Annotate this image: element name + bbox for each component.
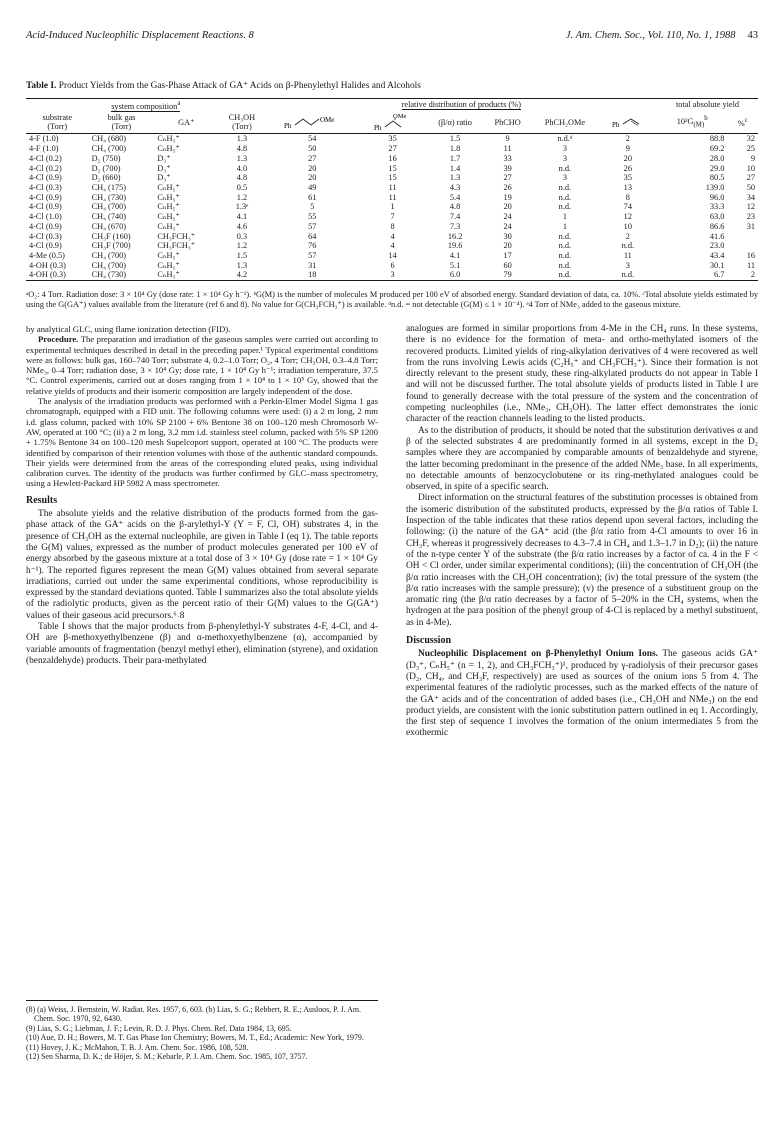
cell-ga-acid: D₃⁺: [157, 163, 171, 173]
cell-substrate: 4-OH (0.3): [29, 260, 66, 270]
procedure-para: [26, 334, 378, 396]
cell-phch2ome: n.d.: [531, 270, 598, 280]
cell-beta: 57: [308, 221, 317, 231]
col-beta-alpha-ratio: (β/α) ratio: [426, 111, 484, 134]
col-substrate: substrate (Torr): [26, 111, 89, 134]
cell-styrene: 13: [623, 182, 632, 192]
cell-substrate: 4-Me (0.5): [29, 250, 65, 260]
cell-ga-acid: CₙH₅⁺: [157, 182, 180, 192]
cell-bulk-gas: CH₄ (700): [91, 260, 127, 270]
cell-styrene: 12: [623, 212, 632, 222]
cell-g-value: 80.5: [709, 173, 725, 183]
cell-substrate: 4-Cl (0.9): [29, 221, 62, 231]
cell-styrene: n.d.: [599, 270, 657, 280]
cell-phcho: 79: [484, 270, 531, 280]
cell-percent: 32: [746, 134, 755, 144]
right-para-2: As to the distribution of products, it should be noted that the substitution derivatives α and β of the selected substrates 4 are predominantly formed in all systems, except in the D₂ samples where they are accompanied by comparable amounts of benzaldehyde and styrene, the latter becoming predominant in the presence of the added NMe₃ base. In all experiments, no detectable amounts of benzocyclobutene or its ring-methylated analogues could be observed, in spite of a specific search.: [406, 425, 758, 493]
cell-substrate: 4-Cl (1.0): [29, 212, 62, 222]
svg-text:Ph: Ph: [373, 124, 381, 133]
cell-ratio: 7.4: [449, 212, 461, 222]
group-header-system-text: system composition$^a$: [111, 100, 181, 111]
cell-g-value: 6.7: [657, 270, 727, 280]
cell-g-value: 88.8: [709, 134, 725, 144]
cell-phch2ome: 3: [562, 173, 567, 183]
cell-alpha: 27: [388, 144, 397, 154]
cell-phch2ome: n.d.: [558, 202, 572, 212]
table-row: [26, 193, 758, 203]
cell-beta: 64: [308, 231, 317, 241]
cell-percent: 27: [746, 173, 755, 183]
cell-substrate: 4-Cl (0.9): [29, 202, 62, 212]
journal-citation: [566, 30, 758, 41]
cell-g-value: 43.4: [709, 250, 725, 260]
cell-phch2ome: n.d.ᵈ: [557, 134, 573, 144]
cell-ratio: 1.7: [449, 153, 461, 163]
cell-styrene: 11: [623, 250, 632, 260]
cell-g-value: 63.0: [709, 212, 725, 222]
reference-list: [26, 1000, 378, 1061]
discussion-text: The gaseous acids GA⁺ (D₃⁺, CₙH₅⁺ (n = 1, 2), and CH₃FCH₃⁺)¹, produced by γ-radiolysis of their precursor gases (D₂, CH₄, and CH₃F, respectively) are used as sources of the onium ions 5 from 4. The experimental features of the radiolytic processes, such as the marked effects of the nature of the GA⁺ acids and of the concentration of added bases (i.e., CH₃OH and NMe₃) on the end product yields, are consistent with the ionic substitution pattern outlined in eq 1. Accordingly, the first step of sequence 1 involves the formation of the onium intermediates 5 from the exothermic: [406, 649, 758, 739]
table-row: [26, 144, 758, 154]
cell-phcho: 9: [505, 134, 510, 144]
cell-g-value: 28.0: [709, 153, 725, 163]
cell-g-value: 29.0: [709, 163, 725, 173]
cell-g-value: 23.0: [709, 241, 725, 251]
cell-ga-acid: D₃⁺: [157, 173, 171, 183]
cell-bulk-gas: CH₄ (175): [91, 182, 127, 192]
cell-ch3oh: 0.5: [236, 182, 248, 192]
cell-styrene: 10: [623, 221, 632, 231]
cell-ga-acid: CₙH₅⁺: [157, 192, 180, 202]
cell-beta: 55: [308, 212, 317, 222]
cell-ga-acid: CₙH₅⁺: [157, 212, 180, 222]
cell-beta: 50: [308, 144, 317, 154]
cell-beta: 18: [266, 270, 359, 280]
cell-alpha: 35: [388, 134, 397, 144]
discussion-subheading: Nucleophilic Displacement on β-Phenylethyl Onium Ions.: [418, 649, 658, 660]
cell-phcho: 60: [503, 260, 512, 270]
cell-percent: [727, 241, 758, 251]
reference-12: (12) Sen Sharma, D. K.; de Höjer, S. M.; Kebarle, P. J. Am. Chem. Soc. 1985, 107, 3757.: [26, 1052, 308, 1062]
cell-beta: 31: [308, 260, 317, 270]
cell-ratio: 5.4: [449, 192, 461, 202]
cell-ch3oh: 0.3: [236, 231, 248, 241]
cell-g-value: 139.0: [705, 182, 725, 192]
cell-ga-acid: CₙH₅⁺: [157, 144, 180, 154]
cell-percent: 23: [746, 212, 755, 222]
col-percent: %$^c$: [727, 111, 758, 134]
cell-phcho: 19: [503, 192, 512, 202]
cell-phcho: 30: [503, 231, 512, 241]
cell-ga-acid: CₙH₅⁺: [157, 221, 180, 231]
right-para-3: Direct information on the structural features of the substitution processes is obtained from the isomeric distribution of the substituted products, expressed by the β/α ratios of Table I. Inspection of the table indicates that these ratios depend upon several factors, including the following: (i) the nature of the GA⁺ acid (the β/α ratio from 4-Cl amounts to over 16 in CH₃F, whereas it progressively decreases to 4.3–7.4 in CH₄ and 1.3–1.7 in D₂); (ii) the nature of the n-type center Y of the substrate (the β/α ratio increases by a factor of ca. 4 in the F < OH < Cl order, under similar experimental conditions); (iii) the concentration of CH₃OH (the β/α ratio increases with the CH₃OH concentration); (iv) the total pressure of the system (the β/α ratio increases with the sample pressure); (v) the presence of a substituent group on the aromatic ring (the β/α ratio decreases by a factor of 5–20% in the CH₄ systems, when the hydrogen at the para position of the phenyl group of 4-Cl is replaced by a methyl substituent, as in 4-Me).: [406, 493, 758, 628]
cell-ch3oh: 4.0: [236, 163, 248, 173]
cell-ch3oh: 4.2: [218, 270, 265, 280]
cell-phcho: 20: [503, 241, 512, 251]
cell-ratio: 4.1: [449, 250, 461, 260]
alpha-methoxyethylbenzene-structure: [373, 111, 413, 133]
cell-alpha: 1: [390, 202, 395, 212]
discussion-heading: Discussion: [406, 635, 452, 647]
left-para-1: by analytical GLC, using flame ionization detection (FID).: [26, 324, 231, 334]
beta-methoxyethylbenzene-structure: [283, 113, 341, 131]
col-bulk-gas: bulk gas (Torr): [89, 111, 155, 134]
col-phch2ome: PhCH₂OMe: [531, 111, 598, 134]
cell-styrene: 2: [625, 231, 630, 241]
cell-phch2ome: n.d.: [558, 241, 572, 251]
cell-ch3oh: 1.2: [236, 241, 248, 251]
cell-ratio: 1.5: [449, 134, 461, 144]
cell-phcho: 33: [503, 153, 512, 163]
table-footnotes: ᵃO₂: 4 Torr. Radiation dose: 3 × 10⁴ Gy (dose rate: 1 × 10⁴ Gy h⁻¹). ᵇG(M) is the number of molecules M produced per 100 eV of absorbed energy. Standard deviation of data, ca. 10%. ᶜTotal absolute yields estimated by using the G(GA⁺) values available from the literature (ref 6 and 8). No value for G(CH₃FCH₃⁺) is available. ᵈn.d. = not detectable (G(M) ≤ 1 × 10⁻⁴). ᵉ4 Torr of NMe₃ added to the gaseous mixture.: [26, 290, 758, 309]
cell-beta: 20: [308, 173, 317, 183]
cell-percent: 34: [746, 192, 755, 202]
cell-ch3oh: 4.6: [236, 221, 248, 231]
product-yield-table: [26, 98, 758, 281]
table-row: [26, 154, 758, 164]
cell-phch2ome: 3: [562, 153, 567, 163]
cell-ga-acid: CₙH₅⁺: [157, 202, 180, 212]
cell-styrene: 8: [625, 192, 630, 202]
cell-g-value: 30.1: [709, 260, 725, 270]
cell-alpha: 6: [390, 260, 395, 270]
col-beta-structure: [266, 111, 359, 134]
cell-styrene: 35: [623, 173, 632, 183]
cell-percent: 12: [746, 202, 755, 212]
table-row: [26, 251, 758, 261]
cell-bulk-gas: D₂ (660): [91, 173, 121, 183]
cell-substrate: 4-Cl (0.2): [29, 153, 62, 163]
cell-bulk-gas: CH₄ (700): [91, 202, 127, 212]
cell-substrate: 4-F (1.0): [29, 144, 59, 154]
cell-phch2ome: 1: [562, 221, 567, 231]
journal-article-title: Acid-Induced Nucleophilic Displacement Reactions. 8: [26, 30, 254, 41]
table-row: [26, 183, 758, 193]
cell-ga-acid: CₙH₅⁺: [154, 270, 218, 280]
cell-percent: 25: [746, 144, 755, 154]
table-row: [26, 241, 758, 251]
procedure-text: The preparation and irradiation of the gaseous samples were carried out according to experimental techniques described in detail in the preceding paper.¹ Typical experimental conditions were as follows: bulk gas, 160–740 Torr; substrate 4, 0.2–1.0 Torr; O₂, 4 Torr; CH₃OH, 0.3–4.8 Torr; NMe₃, 0–4 Torr; radiation dose, 3 × 10⁴ Gy; dose rate, 1 × 10⁴ Gy h⁻¹; irradiation temperature, 37.5 °C. Control experiments, carried out at doses ranging from 1 × 10⁴ to 1 × 10⁵ Gy, showed that the relative yields of products and their isomeric composition are largely independent of the dose.: [26, 334, 378, 396]
cell-phcho: 24: [503, 212, 512, 222]
table-label: Table I.: [26, 81, 57, 91]
cell-alpha: 7: [390, 212, 395, 222]
table-row: [26, 202, 758, 212]
cell-phcho: 11: [503, 144, 512, 154]
cell-phch2ome: n.d.: [558, 192, 572, 202]
cell-percent: 2: [727, 270, 758, 280]
journal-name: J. Am. Chem. Soc., Vol. 110, No. 1, 1988: [565, 30, 736, 41]
cell-ratio: 7.3: [449, 221, 461, 231]
cell-ch3oh: 1.2: [236, 192, 248, 202]
col-alpha-structure: [359, 111, 426, 134]
table-row: [26, 261, 758, 271]
running-header: [26, 30, 758, 44]
cell-ch3oh: 4.8: [236, 144, 248, 154]
table-row: [26, 270, 758, 280]
styrene-structure: [611, 114, 645, 130]
cell-percent: 10: [746, 163, 755, 173]
cell-percent: 50: [746, 182, 755, 192]
reference-9: (9) Lias, S. G.; Liebman, J. F.; Levin, R. D. J. Phys. Chem. Ref. Data 1984, 13, 695.: [26, 1023, 292, 1033]
svg-text:Ph: Ph: [284, 122, 292, 131]
procedure-heading: Procedure.: [38, 334, 79, 345]
cell-bulk-gas: D₂ (750): [91, 153, 121, 163]
svg-text:Ph: Ph: [611, 121, 620, 130]
cell-phch2ome: 3: [562, 144, 567, 154]
cell-ch3oh: 4.1: [236, 212, 248, 222]
cell-styrene: 3: [625, 260, 630, 270]
cell-beta: 54: [308, 134, 317, 144]
svg-text:OMe: OMe: [392, 113, 406, 121]
cell-bulk-gas: CH₃F (700): [91, 241, 131, 251]
cell-alpha: 16: [388, 153, 397, 163]
right-para-1: analogues are formed in similar proportions from 4-Me in the CH₄ runs. In these systems, there is no evidence for the formation of meta- and ortho-methylated isomers of the recovered products. Limited yields of ring-alkylation derivatives of 4 were recovered as well from the runs involving Lewis acids (C₂H₅⁺ and CH₃FCH₃⁺). Since their formation is not directly relevant to the present study, these ring-alkylated products do not appear in Table I and will not be discussed further. The total absolute yields of products listed in Table I are found to generally decrease with the total pressure of the system and the concentration of competing nucleophiles (i.e., NMe₃, CH₃OH). The latter effect demonstrates the ionic character of the reaction channels leading to the listed products.: [406, 324, 758, 425]
table-row: [26, 232, 758, 242]
table-row: [26, 134, 758, 144]
cell-bulk-gas: CH₄ (670): [91, 221, 127, 231]
cell-percent: 9: [750, 153, 755, 163]
cell-phch2ome: n.d.: [558, 163, 572, 173]
cell-phch2ome: n.d.: [558, 260, 572, 270]
cell-ga-acid: CₙH₅⁺: [157, 250, 180, 260]
cell-g-value: 96.0: [709, 192, 725, 202]
cell-bulk-gas: CH₄ (740): [91, 212, 127, 222]
cell-ratio: 16.2: [447, 231, 463, 241]
reference-8: (8) (a) Weiss, J. Bernstein, W. Radiat. Res. 1957, 6, 603. (b) Lias, S. G.; Rebbert, R. E.; Ausloos, P. J. Am. Chem. Soc. 1970, 92, 6430.: [26, 1005, 361, 1024]
cell-substrate: 4-Cl (0.9): [29, 173, 62, 183]
cell-ratio: 4.3: [449, 182, 461, 192]
cell-g-value: 69.2: [709, 144, 725, 154]
cell-phch2ome: n.d.: [558, 231, 572, 241]
cell-beta: 61: [308, 192, 317, 202]
cell-ch3oh: 1.3: [236, 134, 248, 144]
cell-substrate: 4-OH (0.3): [26, 270, 89, 280]
results-para-2: Table I shows that the major products from β-phenylethyl-Y substrates 4-F, 4-Cl, and 4-OH are β-methoxyethylbenzene (β) and α-methoxyethylbenzene (α), accompanied by variable amounts of fragmentation (benzyl methyl ether), elimination (styrene), and oxidation (benzaldehyde) products. Their para-methylated: [26, 622, 378, 666]
col-ga-acid: GA⁺: [154, 111, 218, 134]
right-column: [406, 324, 758, 740]
cell-ratio: 5.1: [449, 260, 461, 270]
cell-phch2ome: n.d.: [558, 182, 572, 192]
cell-beta: 57: [308, 250, 317, 260]
table-row: [26, 164, 758, 174]
left-column: [26, 324, 378, 667]
group-header-system: [26, 99, 266, 112]
cell-ratio: 1.4: [449, 163, 461, 173]
cell-substrate: 4-Cl (0.2): [29, 163, 62, 173]
cell-phcho: 39: [503, 163, 512, 173]
cell-g-value: 86.6: [709, 221, 725, 231]
cell-ga-acid: CₙH₅⁺: [157, 134, 180, 144]
cell-bulk-gas: D₂ (700): [91, 163, 121, 173]
cell-phcho: 26: [503, 182, 512, 192]
cell-phcho: 27: [503, 173, 512, 183]
col-phcho: PhCHO: [484, 111, 531, 134]
cell-alpha: 3: [359, 270, 426, 280]
cell-phcho: 24: [503, 221, 512, 231]
cell-beta: 49: [308, 182, 317, 192]
cell-styrene: 26: [623, 163, 632, 173]
cell-bulk-gas: CH₃F (160): [91, 231, 131, 241]
col-styrene-structure: [599, 111, 657, 134]
cell-styrene: n.d.: [621, 241, 635, 251]
cell-ga-acid: D₃⁺: [157, 153, 171, 163]
cell-alpha: 15: [388, 163, 397, 173]
cell-ch3oh: 1.3: [236, 153, 248, 163]
cell-styrene: 20: [623, 153, 632, 163]
group-header-yield: total absolute yield: [657, 99, 758, 112]
table-caption: [26, 81, 758, 92]
cell-alpha: 4: [390, 241, 395, 251]
table-row: [26, 212, 758, 222]
cell-bulk-gas: CH₄ (730): [91, 192, 127, 202]
cell-ratio: 6.0: [426, 270, 484, 280]
discussion-para: [406, 649, 758, 739]
cell-ratio: 4.8: [449, 202, 461, 212]
cell-ch3oh: 1.3: [236, 260, 248, 270]
cell-substrate: 4-Cl (0.9): [29, 241, 62, 251]
cell-ga-acid: CₙH₅⁺: [157, 260, 180, 270]
cell-beta: 27: [308, 153, 317, 163]
cell-bulk-gas: CH₄ (700): [91, 250, 127, 260]
cell-substrate: 4-F (1.0): [29, 134, 59, 144]
table-title: Product Yields from the Gas-Phase Attack of GA⁺ Acids on β-Phenylethyl Halides and Alcohols: [58, 81, 421, 91]
cell-percent: [727, 232, 758, 242]
cell-ratio: 1.3: [449, 173, 461, 183]
analysis-para: The analysis of the irradiation products was performed with a Perkin-Elmer Model Sigma 1 gas chromatograph, equipped with a FID unit. The following columns were used: (i) a 2 m long, 2 mm i.d. glass column, packed with 10% SP 2100 + 6% Bentone 38 on 100–120 mesh Chromosorb W-AW, operated at 100 °C; (ii) a 2 m long, 3.2 mm i.d. stainless steel column, packed with 5% SP 1200 + 1.75% Bentone 34 on 100–120 mesh Supelcoport support, operated at 100 °C. The products were identified by comparison of their retention volumes with those of the authentic standard compounds. Their yields were determined from the areas of the corresponding eluted peaks, using individual calibration curves. The identity of the products was further confirmed by GLC–mass spectrometry, using a Hewlett-Packard HP 5982 A mass spectrometer.: [26, 396, 378, 489]
svg-text:OMe: OMe: [320, 116, 335, 125]
reference-10: (10) Aue, D. H.; Bowers, M. T. Gas Phase Ion Chemistry; Bowers, M. T., Ed.; Academic: New York, 1979.: [26, 1033, 364, 1043]
cell-substrate: 4-Cl (0.9): [29, 192, 62, 202]
cell-phch2ome: 1: [562, 212, 567, 222]
cell-styrene: 74: [623, 202, 632, 212]
page-number: 43: [747, 30, 758, 41]
cell-beta: 76: [308, 241, 317, 251]
cell-phch2ome: n.d.: [558, 250, 572, 260]
cell-percent: 31: [746, 221, 755, 231]
cell-ga-acid: CH₃FCH₃⁺: [157, 231, 196, 241]
cell-bulk-gas: CH₄ (700): [91, 144, 127, 154]
table-row: [26, 222, 758, 232]
cell-beta: 20: [308, 163, 317, 173]
cell-ratio: 19.6: [447, 241, 463, 251]
cell-ratio: 1.8: [449, 144, 461, 154]
group-header-distribution: [266, 99, 657, 112]
cell-alpha: 11: [388, 192, 397, 202]
cell-percent: 11: [747, 260, 755, 270]
group-header-distribution-text: relative distribution of products (%): [401, 100, 521, 110]
cell-bulk-gas: CH₄ (730): [89, 270, 155, 280]
cell-styrene: 9: [625, 144, 630, 154]
results-para-1: The absolute yields and the relative distribution of the products formed from the gas-phase attack of the GA⁺ acids on the β-arylethyl-Y (Y = F, Cl, OH) substrates 4, in the presence of CH₃OH as the external nucleophile, are given in Table I (eq 1). The table reports the G(M) values, expressed as the number of product molecules generated per 100 eV of energy absorbed by the gaseous mixture at a total dose of 3 × 10⁴ Gy (dose rate = 1 × 10⁴ Gy h⁻¹). The reported figures represent the mean G(M) values obtained from several separate irradiations, carried out under the same experimental conditions, whose reproducibility is expressed by the standard deviations quoted. Table I summarizes also the total absolute yields of the radiolytic products, given as the percent ratio of their G(M) values to the G(GA⁺) values of their gaseous acid precursors.⁶˒8: [26, 509, 378, 621]
cell-ga-acid: CH₃FCH₃⁺: [157, 241, 196, 251]
table-row: [26, 173, 758, 183]
cell-styrene: 2: [625, 134, 630, 144]
cell-phcho: 17: [503, 250, 512, 260]
col-ch3oh: CH₃OH (Torr): [218, 111, 265, 134]
table-body: [26, 134, 758, 281]
cell-alpha: 8: [390, 221, 395, 231]
cell-g-value: 41.6: [709, 231, 725, 241]
cell-ch3oh: 1.5: [236, 250, 248, 260]
results-heading: Results: [26, 494, 58, 506]
reference-11: (11) Hovey, J. K.; McMahon, T. B. J. Am. Chem. Soc. 1986, 108, 528.: [26, 1042, 249, 1052]
cell-alpha: 4: [390, 231, 395, 241]
cell-substrate: 4-Cl (0.3): [29, 231, 62, 241]
cell-alpha: 11: [388, 182, 397, 192]
cell-percent: 16: [746, 250, 755, 260]
cell-alpha: 15: [388, 173, 397, 183]
col-g-value: $10^2G_{(M)}^b$: [657, 111, 727, 134]
cell-phcho: 20: [503, 202, 512, 212]
cell-substrate: 4-Cl (0.3): [29, 182, 62, 192]
cell-g-value: 33.3: [709, 202, 725, 212]
cell-ch3oh: 4.8: [236, 173, 248, 183]
cell-ch3oh: 1.3ᵉ: [235, 202, 249, 212]
cell-beta: 5: [310, 202, 315, 212]
cell-alpha: 14: [388, 250, 397, 260]
cell-bulk-gas: CH₄ (680): [91, 134, 127, 144]
